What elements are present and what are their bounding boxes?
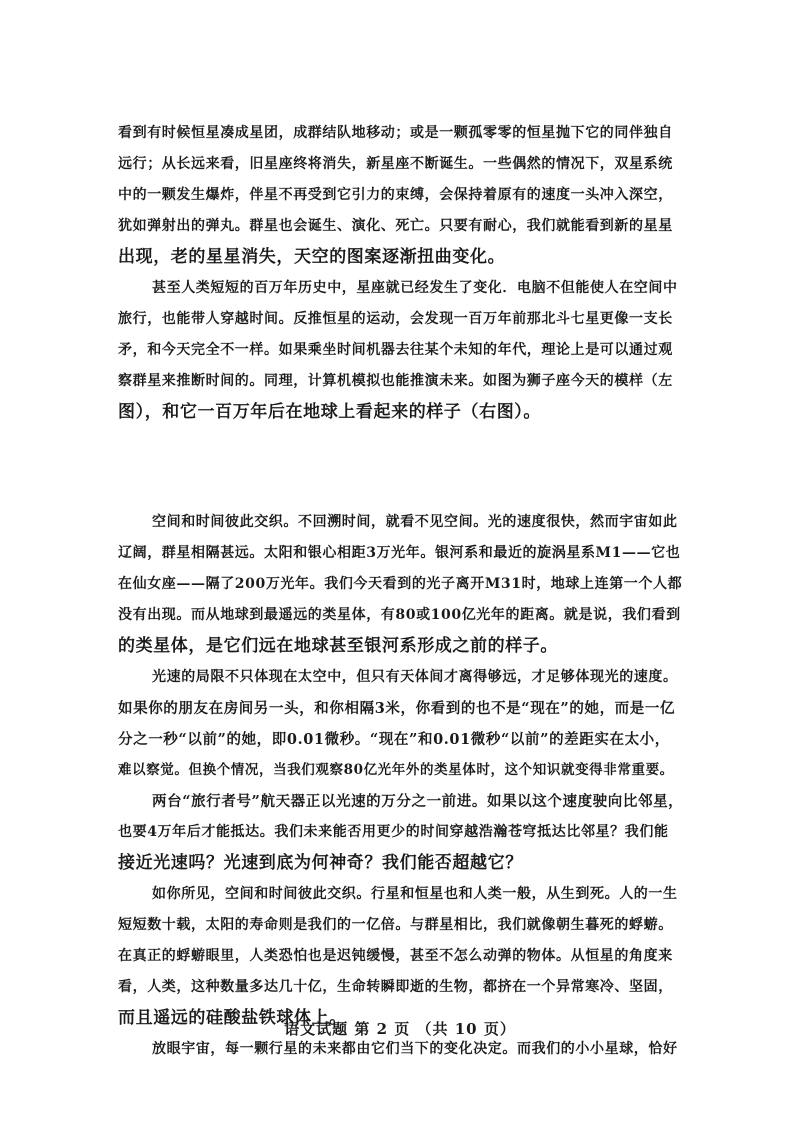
figure-area-blank <box>118 420 683 500</box>
text-line: 犹如弹射出的弹丸。群星也会诞生、演化、死亡。只要有耐心，我们就能看到新的星星 <box>118 218 673 234</box>
paragraph <box>118 118 683 273</box>
text-line: 短短数十载，太阳的寿命则是我们的一亿倍。与群星相比，我们就像朝生暮死的蜉蝣。 <box>118 917 673 933</box>
text-line: 在真正的蜉蝣眼里，人类恐怕也是迟钝缓慢，甚至不怎么动弹的物体。从恒星的角度来 <box>118 948 673 964</box>
text-line: 看到有时候恒星凑成星团，成群结队地移动；或是一颗孤零零的恒星抛下它的同伴独自 <box>118 125 673 141</box>
text-line: 图），和它一百万年后在地球上看起来的样子（右图）。 <box>118 402 541 422</box>
text-line: 没有出现。而从地球到最遥远的类星体，有80或100亿光年的距离。就是说，我们看到 <box>118 607 681 623</box>
text-line: 放眼宇宙，每一颗行星的未来都由它们当下的变化决定。而我们的小小星球，恰好 <box>152 1041 678 1057</box>
paragraph <box>118 507 683 662</box>
text-line: 矛，和今天完全不一样。如果乘坐时间机器去往某个未知的年代，理论上是可以通过观 <box>118 342 673 358</box>
text-line: 光速的局限不只体现在太空中，但只有天体间才离得够远，才足够体现光的速度。 <box>152 669 678 685</box>
text-line: 难以察觉。但换个情况，当我们观察80亿光年外的类星体时，这个知识就变得非常重要。 <box>118 762 674 778</box>
text-block-bottom <box>118 507 683 1065</box>
text-line: 远行；从长远来看，旧星座终将消失，新星座不断诞生。一些偶然的情况下，双星系统 <box>118 156 673 172</box>
text-line: 的类星体，是它们远在地球甚至银河系形成之前的样子。 <box>118 636 558 656</box>
text-line: 如你所见，空间和时间彼此交织。行星和恒星也和人类一般，从生到死。人的一生 <box>152 886 678 902</box>
paragraph <box>118 879 683 1034</box>
text-line: 也要4万年后才能抵达。我们未来能否用更少的时间穿越浩瀚苍穹抵达比邻星？我们能 <box>118 824 669 840</box>
text-line: 出现，老的星星消失，天空的图案逐渐扭曲变化。 <box>118 247 506 267</box>
text-line: 接近光速吗？光速到底为何神奇？我们能否超越它？ <box>118 853 523 873</box>
text-block-top <box>118 118 683 428</box>
text-line: 分之一秒“以前”的她，即0.01微秒。“现在”和0.01微秒“以前”的差距实在太小， <box>118 731 670 748</box>
paragraph <box>118 786 683 879</box>
text-line: 辽阔，群星相隔甚远。太阳和银心相距3万光年。银河系和最近的旋涡星系M1——它也 <box>118 545 681 561</box>
text-line: 而且遥远的硅酸盐铁球体上。 <box>118 1008 347 1028</box>
text-line: 察群星来推断时间的。同理，计算机模拟也能推演未来。如图为狮子座今天的模样（左 <box>118 373 673 389</box>
page-footer: 语文试题 第 2 页 （共 10 页） <box>284 1020 516 1038</box>
text-line: 两台“旅行者号”航天器正以光速的万分之一前进。如果以这个速度驶向比邻星， <box>152 793 683 810</box>
text-line: 旅行，也能带人穿越时间。反推恒星的运动，会发现一百万年前那北斗七星更像一支长 <box>118 311 673 327</box>
text-line: 甚至人类短短的百万年历史中，星座就已经发生了变化．电脑不但能使人在空间中 <box>152 280 678 296</box>
text-line: 空间和时间彼此交织。不回溯时间，就看不见空间。光的速度很快，然而宇宙如此 <box>152 514 678 530</box>
text-line: 中的一颗发生爆炸，伴星不再受到它引力的束缚，会保持着原有的速度一头冲入深空， <box>118 187 673 203</box>
paragraph <box>118 273 683 428</box>
text-line: 在仙女座——隔了200万光年。我们今天看到的光子离开M31时，地球上连第一个人都 <box>118 576 683 592</box>
paragraph <box>118 662 683 786</box>
text-line: 看，人类，这种数量多达几十亿，生命转瞬即逝的生物，都挤在一个异常寒冷、坚固， <box>118 979 673 995</box>
text-line: 如果你的朋友在房间另一头，和你相隔3米，你看到的也不是“现在”的她，而是一亿 <box>118 700 676 717</box>
